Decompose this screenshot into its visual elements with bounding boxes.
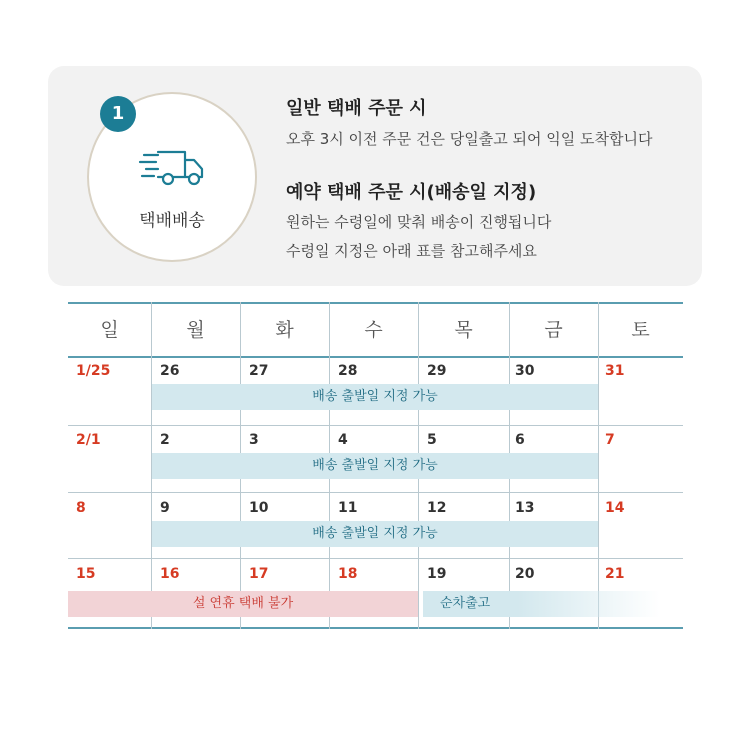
normal-order-heading: 일반 택배 주문 시 — [286, 98, 427, 119]
calendar-day: 3 — [249, 432, 259, 448]
calendar-day: 20 — [515, 566, 535, 582]
weekday-sunday: 일 — [100, 319, 119, 341]
calendar-day: 8 — [76, 500, 86, 516]
calendar-day: 12 — [427, 500, 447, 516]
calendar-day: 16 — [160, 566, 180, 582]
weekday-saturday: 토 — [631, 319, 650, 341]
calendar-day: 5 — [427, 432, 437, 448]
calendar-day: 13 — [515, 500, 535, 516]
reserved-order-heading: 예약 택배 주문 시(배송일 지정) — [286, 182, 537, 203]
calendar-day: 29 — [427, 363, 447, 379]
shipping-available-bar: 배송 출발일 지정 가능 — [152, 521, 598, 547]
calendar-day: 19 — [427, 566, 447, 582]
calendar-day: 14 — [605, 500, 625, 516]
holiday-no-delivery-bar: 설 연휴 택배 불가 — [68, 591, 418, 617]
calendar-day: 26 — [160, 363, 180, 379]
week-divider — [68, 558, 683, 559]
sequential-shipping-bar: 순차출고 — [423, 591, 660, 617]
calendar-day: 30 — [515, 363, 535, 379]
calendar-day: 28 — [338, 363, 358, 379]
calendar-day: 21 — [605, 566, 625, 582]
weekday-monday: 월 — [186, 319, 205, 341]
reserved-order-description: 원하는 수령일에 맞춰 배송이 진행됩니다 — [286, 213, 552, 231]
weekday-friday: 금 — [544, 319, 563, 341]
shipping-available-bar: 배송 출발일 지정 가능 — [152, 453, 598, 479]
week-divider — [68, 492, 683, 493]
calendar-day: 18 — [338, 566, 358, 582]
weekday-tuesday: 화 — [275, 319, 294, 341]
calendar-day: 10 — [249, 500, 269, 516]
calendar-day: 2 — [160, 432, 170, 448]
delivery-method-label: 택배배송 — [139, 211, 205, 231]
shipping-available-bar: 배송 출발일 지정 가능 — [152, 384, 598, 410]
weekday-wednesday: 수 — [364, 319, 383, 341]
calendar-day: 31 — [605, 363, 625, 379]
week-divider — [68, 425, 683, 426]
calendar-day: 9 — [160, 500, 170, 516]
step-badge: 1 — [100, 96, 136, 132]
calendar-day: 1/25 — [76, 363, 111, 379]
calendar-day: 7 — [605, 432, 615, 448]
normal-order-description: 오후 3시 이전 주문 건은 당일출고 되어 익일 도착합니다 — [286, 130, 653, 148]
delivery-date-guide: 수령일 지정은 아래 표를 참고해주세요 — [286, 242, 537, 260]
calendar-day: 15 — [76, 566, 96, 582]
calendar-day: 27 — [249, 363, 269, 379]
calendar-day: 6 — [515, 432, 525, 448]
calendar-bottom-border — [68, 627, 683, 629]
calendar-day: 4 — [338, 432, 348, 448]
calendar-day: 17 — [249, 566, 269, 582]
weekday-header-border — [68, 356, 683, 358]
calendar-day: 11 — [338, 500, 358, 516]
calendar-day: 2/1 — [76, 432, 101, 448]
weekday-thursday: 목 — [454, 319, 473, 341]
